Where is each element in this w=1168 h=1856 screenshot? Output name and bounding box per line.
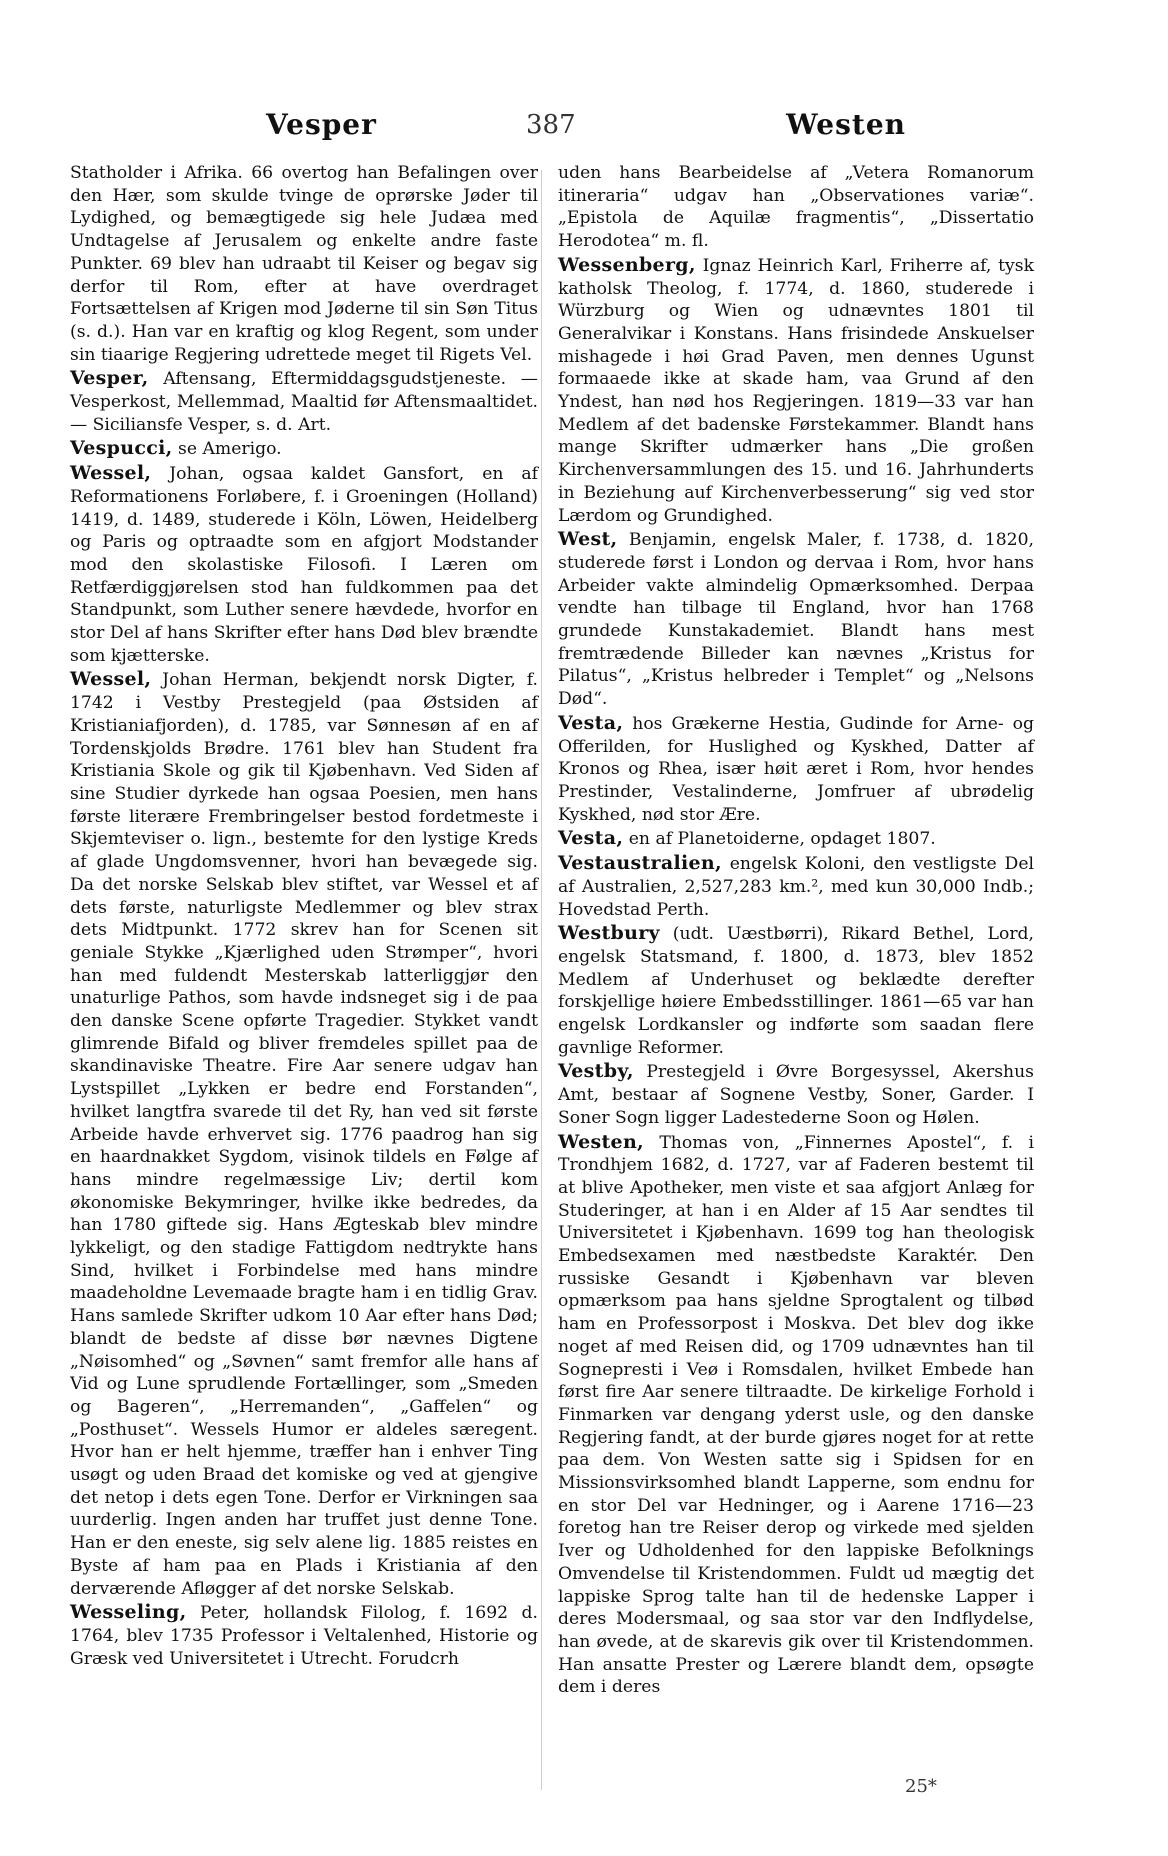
entry-text: hos Grækerne Hestia, Gudinde for Arne- og Offerilden, for Huslighed og Kyskhed, Datter af Kronos og Rhea, især høit æret i Rom, hvor hendes Prestinder, Vestalinderne, Jomfruer af ubrødelig Kyskhed, nød stor Ære. [558, 713, 1034, 825]
entry-lemma: Wesseling, [70, 1601, 187, 1624]
entry-lemma: Westen, [558, 1130, 644, 1153]
entry-text: (udt. Uæstbørri), Rikard Bethel, Lord, engelsk Statsmand, f. 1800, d. 1873, blev 1852 Medlem af Underhuset og beklædte derefter forskjellige høiere Embedsstillinger. 1861—65 var han engelsk Lordkansler og indførte som saadan flere gavnlige Reformer. [558, 924, 1034, 1058]
entry-text: Aftensang, Eftermiddagsgudstjeneste. — Vesperkost, Mellemmad, Maaltid før Aftensmaaltidet. — Siciliansfe Vesper, s. d. Art. [70, 369, 538, 435]
header-left-word: Vesper [266, 108, 377, 141]
entry-text: Johan Herman, bekjendt norsk Digter, f. 1742 i Vestby Prestegjeld (paa Østsiden af Kristianiafjorden), d. 1785, var Sønnesøn af en af Tordenskjolds Brødre. 1761 blev han Student fra Kristiania Skole og gik til Kjøbenhavn. Ved Siden af sine Studier dyrkede han ogsaa Poesien, men hans første literære Frembringelser bestod fordetmeste i Skjemteviser o. lign., bestemte for den lystige Kreds af glade Ungdomsvenner, hvori han bevægede sig. Da det norske Selskab blev stiftet, var Wessel et af dets første, naturligste Medlemmer og blev strax dets Midtpunkt. 1772 skrev han for Scenen sit geniale Stykke „Kjærlighed uden Strømper“, hvori han med fuldendt Mesterskab latterliggjør den unaturlige Pathos, som havde indsneget sig i de paa den danske Scene opførte Tragedier. Stykket vandt glimrende Bifald og bliver fremdeles spillet paa de skandinaviske Theatre. Fire Aar senere udgav han Lystspillet „Lykken er bedre end Forstanden“, hvilket langtfra svarede til det Ry, han ved sit første Arbeide havde erhvervet sig. 1776 paadrog han sig en haardnakket Sygdom, visinok tildels en Følge af hans mindre regelmæssige Liv; dertil kom økonomiske Bekymringer, hvilke ikke bedredes, da han 1780 giftede sig. Hans Ægteskab blev mindre lykkeligt, og den stadige Fattigdom nedtrykte hans Sind, hvilket i Forbindelse med hans mindre maadeholdne Levemaade bragte ham i en tidlig Grav. Hans samlede Skrifter udkom 10 Aar efter hans Død; blandt de bedste af disse bør nævnes Digtene „Nøisomhed“ og „Søvnen“ samt fremfor alle hans af Vid og Lune sprudlende Fortællinger, som „Smeden og Bageren“, „Herremanden“, „Gaffelen“ og „Posthuset“. Wessels Humor er aldeles særegent. Hvor han er helt hjemme, træffer han i enhver Ting usøgt og uden Braad det komiske og ved at gjengive det netop i dets egen Tone. Derfor er Virkningen saa uurderlig. Ingen anden har truffet just denne Tone. Han er den eneste, sig selv alene lig. 1885 reistes en Byste af ham paa en Plads i Kristiania af den derværende Afløgger af det norske Selskab. [70, 670, 538, 1599]
left-column [70, 162, 538, 1670]
right-column [558, 162, 1034, 1699]
entry-text: Johan, ogsaa kaldet Gansfort, en af Reformationens Forløbere, f. i Groeningen (Holland) 1419, d. 1489, studerede i Köln, Löwen, Heidelberg og Paris og optraadte som en afgjort Modstander mod den skolastiske Filosofi. I Læren om Retfærdiggjørelsen stod han fuldkommen paa det Standpunkt, som Luther senere hævdede, hvorfor en stor Del af hans Skrifter efter hans Død blev brændte som kjætterske. [70, 464, 538, 666]
entry [558, 827, 1034, 851]
entry-lemma: Vesper, [70, 367, 149, 390]
entry [558, 712, 1034, 827]
entry-text: uden hans Bearbeidelse af „Vetera Romanorum itineraria“ udgav han „Observationes variæ“. „Epistola de Aquilæ fragmentis“, „Dissertatio Herodotea“ m. fl. [558, 163, 1034, 252]
entry [558, 1131, 1034, 1700]
entry-text: engelsk Koloni, den vestligste Del af Australien, 2,527,283 km.², med kun 30,000 Indb.; Hovedstad Perth. [558, 854, 1034, 920]
signature-mark: 25* [905, 1776, 937, 1797]
entry-text: Prestegjeld i Øvre Borgesyssel, Akershus Amt, bestaar af Sognene Vestby, Soner, Garder. I Soner Sogn ligger Ladestederne Soon og Hølen. [558, 1062, 1034, 1128]
entry [70, 437, 538, 461]
entry-text: Peter, hollandsk Filolog, f. 1692 d. 1764, blev 1735 Professor i Veltalenhed, Historie og Græsk ved Universitetet i Utrecht. Forudcrh [70, 1603, 538, 1669]
running-head [66, 108, 1096, 148]
entry-text: se Amerigo. [172, 439, 282, 460]
entry-text: Statholder i Afrika. 66 overtog han Befalingen over den Hær, som skulde tvinge de oprørske Jøder til Lydighed, og bemægtigede sig hele Judæa med Undtagelse af Jerusalem og enkelte andre faste Punkter. 69 blev han udraabt til Keiser og begav sig derfor til Rom, efter at have overdraget Fortsættelsen af Krigen mod Jøderne til sin Søn Titus (s. d.). Han var en kraftig og klog Regent, som under sin tiaarige Regjering udrettede meget til Rigets Vel. [70, 163, 538, 365]
page-number: 387 [526, 110, 576, 140]
entry-lemma: Vesta, [558, 827, 624, 850]
entry-lemma: Vespucci, [70, 437, 173, 460]
entry-lemma: Wessel, [70, 668, 152, 691]
entry-lemma: Westbury [558, 922, 660, 945]
entry [558, 1060, 1034, 1129]
entry-text: Benjamin, engelsk Maler, f. 1738, d. 1820, studerede først i London og dervaa i Rom, hvor hans Arbeider vakte almindelig Opmærksomhed. Derpaa vendte han tilbage til England, hvor han 1768 grundede Kunstakademiet. Blandt hans mest fremtrædende Billeder kan nævnes „Kristus for Pilatus“, „Kristus helbreder i Templet“ og „Nelsons Død“. [558, 530, 1034, 710]
column-divider [541, 170, 542, 1790]
entry-lemma: Vestby, [558, 1060, 634, 1083]
entry [70, 367, 538, 436]
entry [558, 254, 1034, 527]
entry [70, 668, 538, 1600]
entry-lemma: Vesta, [558, 711, 624, 734]
entry [70, 1601, 538, 1670]
entry-lemma: Wessel, [70, 462, 152, 485]
entry [70, 462, 538, 667]
entry [70, 162, 538, 366]
header-right-word: Westen [786, 108, 906, 141]
entry-text: Ignaz Heinrich Karl, Friherre af, tysk katholsk Theolog, f. 1774, d. 1860, studerede i Würzburg og Wien og udnævntes 1801 til Generalvikar i Konstans. Hans frisindede Anskuelser mishagede i høi Grad Paven, men dennes Ugunst formaaede ikke at skade ham, vaa Grund af den Yndest, han nød hos Regjeringen. 1819—33 var han Medlem af det badenske Førstekammer. Blandt hans mange Skrifter udmærker hans „Die großen Kirchenversammlungen des 15. und 16. Jahrhunderts in Beziehung auf Kirchenverbesserung“ sig ved stor Lærdom og Grundighed. [558, 255, 1034, 526]
entry [558, 922, 1034, 1059]
entry-lemma: Wessenberg, [558, 253, 696, 276]
entry [558, 528, 1034, 711]
entry [558, 852, 1034, 921]
entry-lemma: Vestaustralien, [558, 852, 722, 875]
entry-lemma: West, [558, 528, 618, 551]
entry-text: en af Planetoiderne, opdaget 1807. [623, 829, 936, 850]
entry-text: Thomas von, „Finnernes Apostel“, f. i Trondhjem 1682, d. 1727, var af Faderen bestemt til at blive Apotheker, men viste et saa afgjort Anlæg for Studeringer, at han i en Alder af 15 Aar sendtes til Universitetet i Kjøbenhavn. 1699 tog han theologisk Embedsexamen med næstbedste Karaktér. Den russiske Gesandt i Kjøbenhavn var bleven opmærksom paa hans sjeldne Sprogtalent og tilbød ham en Professorpost i Moskva. Det blev dog ikke noget af med Reisen did, og 1709 udnævntes han til Sognepresti i Veø i Romsdalen, hvilket Embede han først fire Aar senere tiltraadte. De kirkelige Forhold i Finmarken var dengang yderst usle, og den danske Regjering fandt, at der burde gjøres noget for at rette paa dem. Von Westen satte sig i Spidsen for en Missionsvirksomhed blandt Lapperne, som endnu for en stor Del var Hedninger, og i Aarene 1716—23 foretog han tre Reiser derop og virkede med sjelden Iver og Udholdenhed for den lappiske Befolknings Omvendelse til Kristendommen. Fuldt ud mægtig det lappiske Sprog talte han til de hedenske Lapper i deres Modersmaal, og saa stor var den Indflydelse, han øvede, at de skarevis gik over til Kristendommen. Han ansatte Prester og Lærere blandt dem, opsøgte dem i deres [558, 1132, 1034, 1698]
entry [558, 162, 1034, 253]
